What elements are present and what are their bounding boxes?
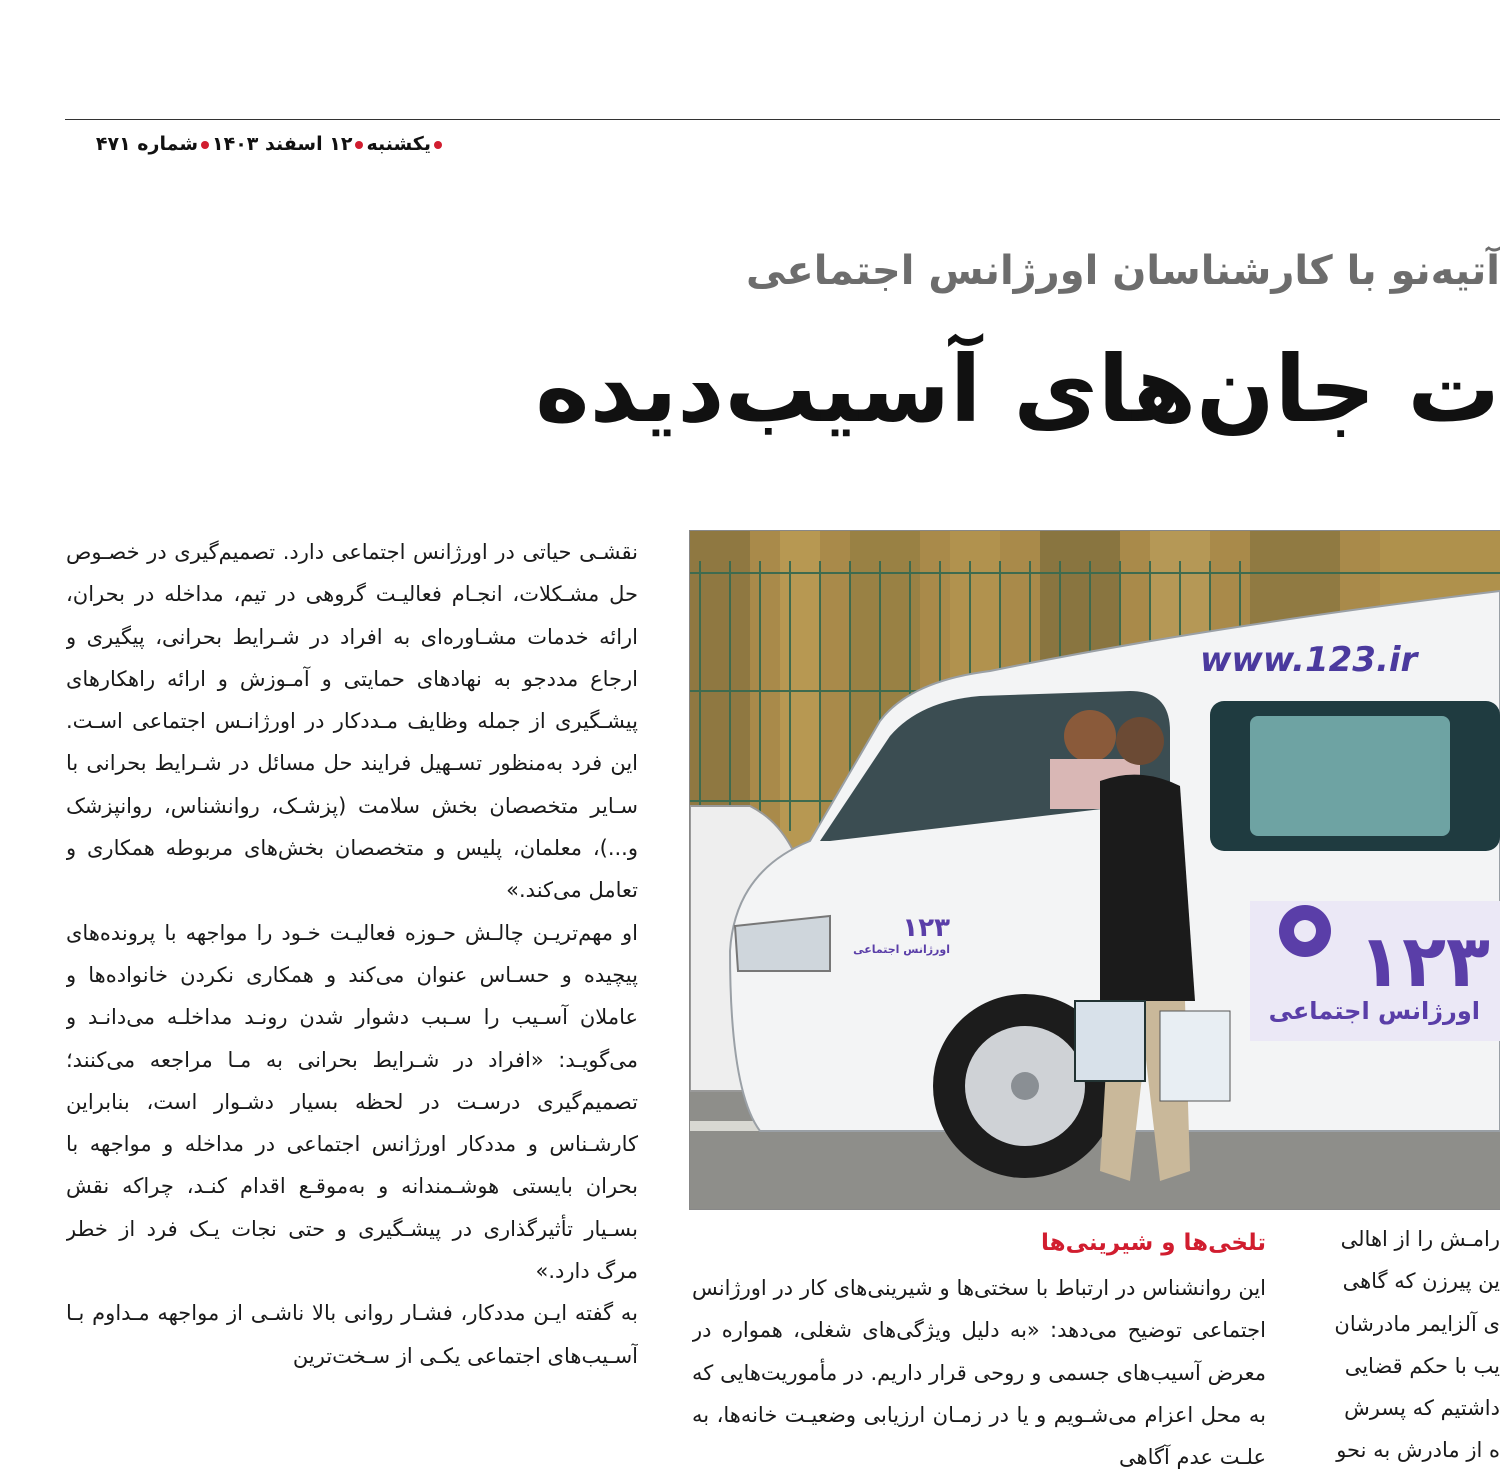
photo-front-logo-number: ۱۲۳ bbox=[902, 913, 950, 943]
dateline-issue: شماره ۴۷۱ bbox=[95, 133, 198, 155]
kicker: آتیه‌نو با کارشناسان اورژانس اجتماعی bbox=[745, 248, 1500, 294]
article-column-right bbox=[1318, 1218, 1500, 1481]
paragraph: او مهم‌تریـن چالـش حـوزه فعالیـت خـود را مواجهه با پرونده‌های پیچیده و حسـاس عنوان می‌کند و همکاری نکردن خانواده‌ها و عاملان آسـیب را سـبب دشوار شدن رونـد مداخلـه می‌دانـد و می‌گویـد: «افراد در شـرایط بحرانی به مـا مراجعه می‌کنند؛ تصمیم‌گیری درسـت در لحظه بسیار دشـوار است، بنابراین کارشـناس و مددکار اورژانس اجتماعی در مداخله و مواجهه با بحران بایستی هوشـمندانه و به‌موقـع اقدام کنـد، چراکه نقش بسـیار تأثیرگذاری در پیشـگیری و حتی نجات یـک فرد از خطر مرگ دارد.» bbox=[66, 920, 638, 1284]
text-line: رامـش را از اهالی bbox=[1340, 1227, 1500, 1251]
text-line: یب با حکم قضایی bbox=[1344, 1353, 1500, 1378]
article-column-left bbox=[66, 531, 638, 1481]
article-photo bbox=[690, 531, 1500, 1209]
bullet-icon bbox=[201, 141, 209, 149]
photo-front-logo-label: اورژانس اجتماعی bbox=[853, 943, 950, 956]
text-line: ه از مادرش به نحو bbox=[1336, 1438, 1500, 1463]
photo-driver bbox=[1064, 710, 1116, 762]
dateline-date: ۱۲ اسفند ۱۴۰۳ bbox=[212, 133, 353, 155]
bullet-icon bbox=[434, 141, 442, 149]
photo-van-url: www.123.ir bbox=[1200, 640, 1418, 680]
text-line: ین پیرزن که گاهی bbox=[1342, 1269, 1500, 1294]
photo-van-number: ۱۲۳ bbox=[1358, 919, 1490, 1003]
photo-van-label: اورژانس اجتماعی bbox=[1268, 997, 1480, 1025]
dateline-day: یکشنبه bbox=[366, 133, 431, 155]
paragraph: به گفته ایـن مددکار، فشـار روانی بالا ناشـی از مواجهه مـداوم بـا آسـیب‌های اجتماعی یکـی از سـخت‌ترین bbox=[66, 1301, 638, 1368]
text-line: ی آلزایمر مادرشان bbox=[1334, 1311, 1500, 1336]
photo-van-headlight bbox=[735, 916, 830, 971]
header-rule bbox=[65, 119, 1500, 120]
bullet-icon bbox=[355, 141, 363, 149]
text-line: داشتیم که پسرش bbox=[1344, 1396, 1500, 1421]
article-column-middle bbox=[692, 1267, 1266, 1481]
paragraph: نقشـی حیاتی در اورژانس اجتماعی دارد. تصمیم‌گیری در خصـوص حل مشـکلات، انجـام فعالیـت گروهی در تیم، مداخله در بحران، ارائه خدمات مشـاوره‌ای به افراد در شـرایط بحرانی، پیگیری و ارجاع مددجو به نهادهای حمایتی و آمـوزش و ارائه راهکارهای پیشـگیری از جمله وظایف مـددکار در اورژانـس اجتماعی اسـت. این فرد به‌منظور تسـهیل فرایند حل مسائل در شـرایط بحرانی با سـایر متخصصان بخش سلامت (پزشـک، روانشناس، روانپزشک و...)، معلمان، پلیس و متخصصان بخش‌های مربوطه همکاری و تعامل می‌کند.» bbox=[66, 540, 638, 903]
headline: ت جان‌های آسیب‌دیده bbox=[535, 336, 1500, 443]
section-subhead: تلخی‌ها و شیرینی‌ها bbox=[1041, 1230, 1266, 1256]
dateline bbox=[65, 128, 445, 160]
paragraph: این روانشناس در ارتباط با سختی‌ها و شیرینی‌های کار در اورژانس اجتماعی توضیح می‌دهد: «به دلیل ویژگی‌های شغلی، همواره در معرض آسیب‌های جسمی و روحی قرار داریم. در مأموریت‌هایی که به محل اعزام می‌شـویم و یا در زمـان ارزیابی وضعیـت خانه‌ها، به علـت عدم آگاهی bbox=[692, 1276, 1266, 1470]
